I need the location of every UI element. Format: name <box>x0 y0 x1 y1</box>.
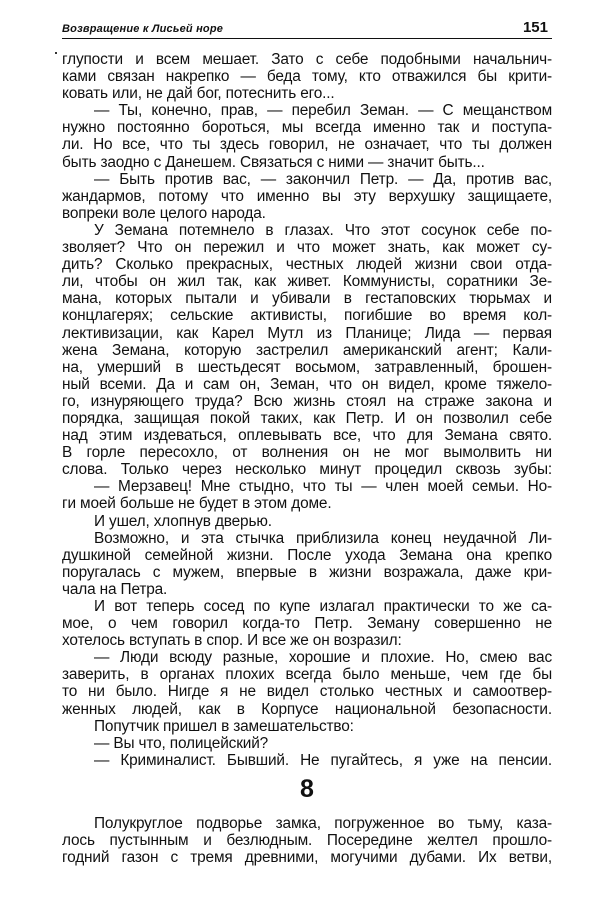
text-line: мана, которых пытали и убивали в гестаповских тюрьмах и <box>62 290 552 308</box>
text-line: ный всеми. Да и сам он, Земан, что он видел, кроме тяжело- <box>62 375 552 393</box>
text-line: ли. Но все, что ты здесь говорил, не означает, что ты должен <box>62 136 552 154</box>
text-line: поругалась с мужем, впервые в жизни возражала, даже кри- <box>62 563 552 581</box>
text-line: жандармов, потому что именно вы эту верхушку защищаете, <box>62 187 552 205</box>
main-text <box>62 51 552 769</box>
running-header <box>62 19 552 39</box>
text-line: быть заодно с Данешем. Связаться с ними — значит быть... <box>62 153 485 171</box>
text-line: И вот теперь сосед по купе излагал практически то же са- <box>94 598 552 615</box>
text-line: — Вы что, полицейский? <box>94 734 269 752</box>
text-line: ками связан накрепко — беда тому, кто отважился бы крити- <box>62 68 552 86</box>
running-title: Возвращение к Лисьей норе <box>62 23 224 35</box>
text-line: го, изнуряющего труда? Всю жизнь стоял на страже закона и <box>62 392 552 410</box>
text-line: — Люди всюду разные, хорошие и плохие. Но, смею вас <box>94 649 552 667</box>
text-line: мое, о чем говорил когда-то Петр. Земану совершенно не <box>62 615 552 633</box>
text-line: ковать или, не дай бог, потеснить его... <box>62 85 335 103</box>
text-line: зволяет? Что он пережил и что может знать, как может су- <box>62 239 552 257</box>
text-line: жена Земана, которую застрелил американский агент; Кали- <box>62 341 552 359</box>
text-line: дить? Сколько прекрасных, честных людей жизни свои отда- <box>62 256 552 274</box>
text-line: концлагерях; сельские активисты, погибшие во время кол- <box>62 307 552 325</box>
text-line: заверить, в органах плохих всегда было меньше, чем где бы <box>62 666 552 684</box>
text-line: — Быть против вас, — закончил Петр. — Да, против вас, <box>94 170 552 188</box>
chapter-text <box>62 815 552 866</box>
text-line: на, умерший в шестьдесят восьмом, затравленный, брошен- <box>62 358 552 376</box>
text-line: душкиной семейной жизни. После ухода Земана она крепко <box>62 546 552 564</box>
text-line: вопреки воле целого народа. <box>62 204 266 222</box>
text-line: Возможно, и эта стычка приблизила конец неудачной Ли- <box>94 529 552 547</box>
text-line: то ни было. Нигде я не видел столько честных и самоотвер- <box>62 683 552 701</box>
text-line: годний газон с тремя древними, могучими дубами. Их ветви, <box>62 849 552 867</box>
text-line: — Криминалист. Бывший. Не пугайтесь, я уже на пенсии. <box>94 751 552 769</box>
text-line: хотелось вступать в спор. И все же он возразил: <box>62 632 402 650</box>
text-line: — Мерзавец! Мне стыдно, что ты — член моей семьи. Но- <box>94 478 552 496</box>
page-number: 151 <box>522 19 548 36</box>
text-line: У Земана потемнело в глазах. Что этот сосунок себе по- <box>94 221 552 239</box>
text-line: глупости и всем мешает. Зато с себе подобными начальнич- <box>62 51 552 68</box>
text-line: В горле пересохло, от волнения он не мог вымолвить ни <box>62 444 552 462</box>
print-speck <box>55 52 57 54</box>
text-line: — Ты, конечно, прав, — перебил Земан. — С мещанством <box>94 102 552 120</box>
text-line: И ушел, хлопнув дверью. <box>94 512 272 530</box>
text-line: над этим издеваться, оплевывать все, что для Земана свято. <box>62 427 552 445</box>
chapter-number: 8 <box>300 775 314 803</box>
text-line: чала на Петра. <box>62 580 168 598</box>
text-line: слова. Только через несколько минут процедил сквозь зубы: <box>62 461 552 479</box>
text-line: ги моей больше не будет в этом доме. <box>62 495 332 513</box>
text-line: нужно постоянно бороться, мы всегда именно так и поступа- <box>62 119 552 137</box>
text-line: Попутчик пришел в замешательство: <box>94 717 354 735</box>
text-line: женных людей, как в Корпусе национальной безопасности. <box>62 700 552 718</box>
text-line: лективизации, как Карел Мутл из Планице; Лида — первая <box>62 324 552 342</box>
text-line: лось пустынным и безлюдным. Посередине желтел прошло- <box>62 832 552 850</box>
text-line: Полукруглое подворье замка, погруженное во тьму, каза- <box>94 815 552 832</box>
text-line: порядка, защищая покой таких, как Петр. И он позволил себе <box>62 409 552 427</box>
text-line: ли, чтобы он жил так, как живет. Коммунисты, соратники Зе- <box>62 273 552 291</box>
